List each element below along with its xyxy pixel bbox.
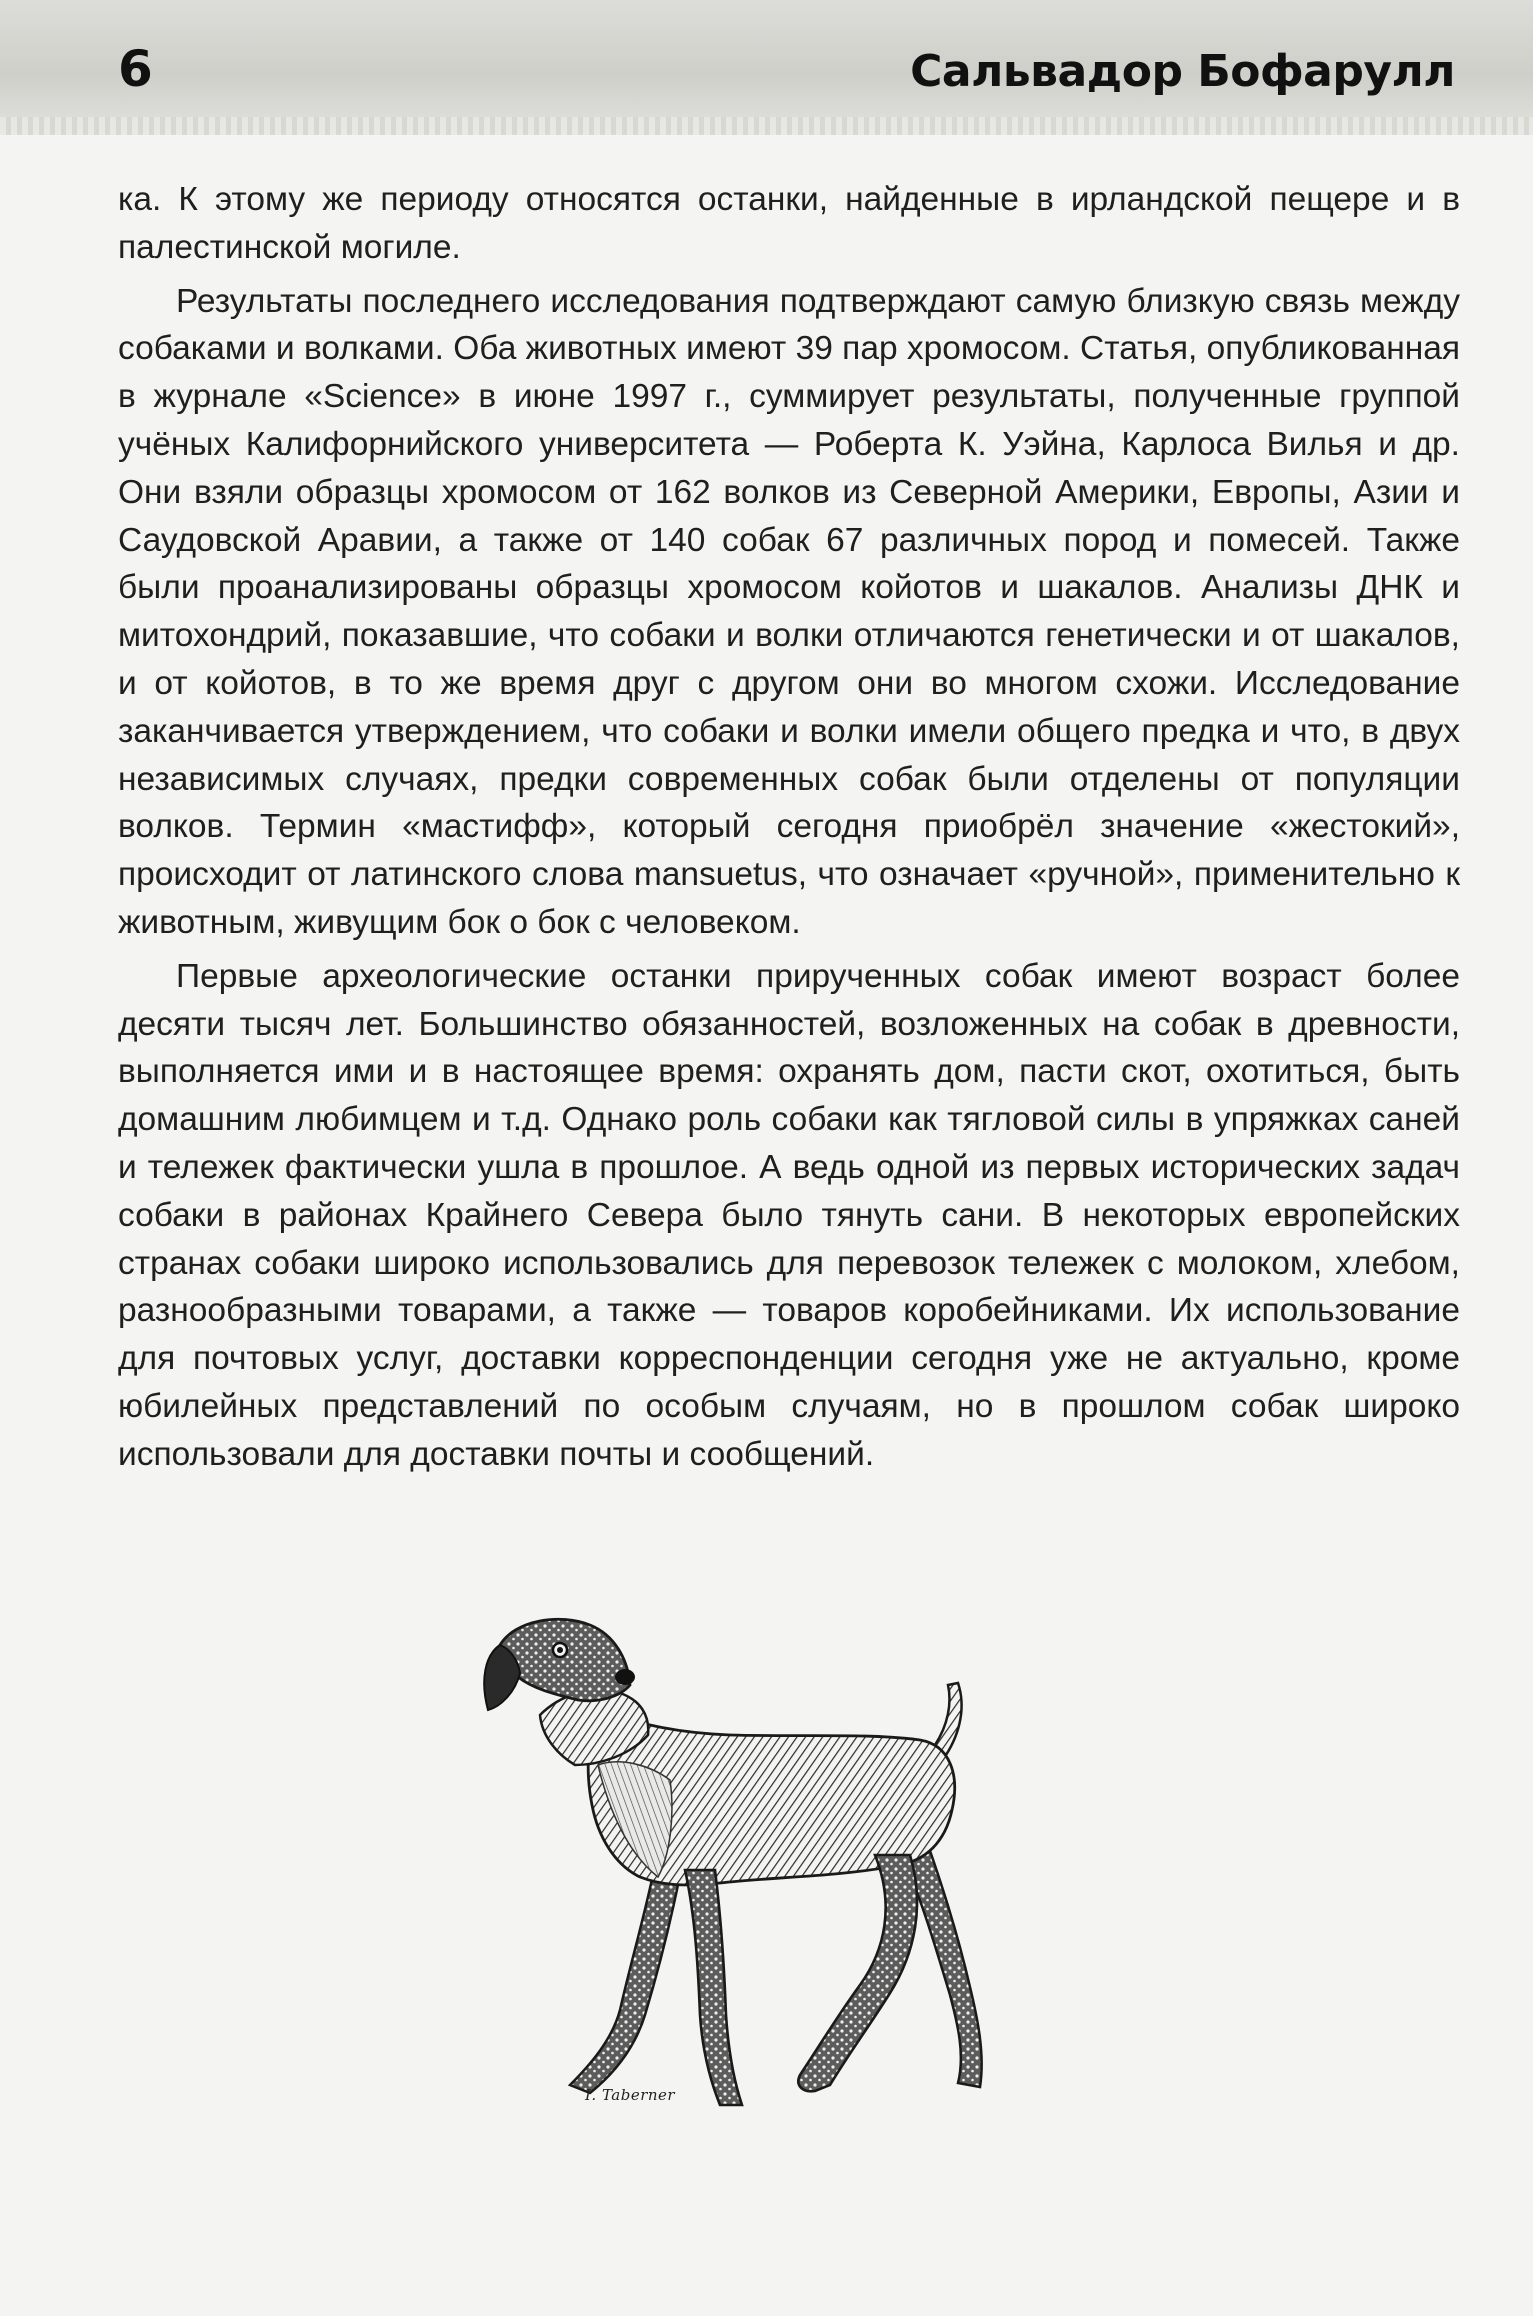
dog-head: [498, 1619, 630, 1700]
running-head-author: Сальвадор Бофарулл: [910, 46, 1455, 97]
dog-tail: [935, 1683, 962, 1755]
paragraph-continued: ка. К этому же периоду относятся останки, найденные в ирландской пещере и в палестинской могиле.: [118, 181, 1460, 266]
dog-illustration-icon: [480, 1615, 1080, 2135]
dog-hind-leg-near: [798, 1855, 917, 2091]
dog-front-leg-near: [685, 1870, 742, 2105]
paragraph-domestication: Первые археологические останки прирученных собак имеют возраст более десяти тысяч лет. Большинство обязанностей, возложенных на собак в древности, выполняется ими и в настоящее время: охранять дом, пасти скот, охотиться, быть домашним любимцем и т.д. Однако роль собаки как тягловой силы в упряжках саней и тележек фактически ушла в прошлое. А ведь одной из первых исторических задач собаки в районах Крайнего Севера было тянуть сани. В некоторых европейских странах собаки широко использовались для перевозок тележек с молоком, хлебом, разнообразными товарами, а также — товаров коробейниками. Их использование для почтовых услуг, доставки корреспонденции сегодня уже не актуально, кроме юбилейных представлений по особым случаям, но в прошлом собак широко использовали для доставки почты и сообщений.: [118, 957, 1460, 1473]
dog-front-leg-far: [570, 1865, 680, 2093]
dog-nose: [615, 1669, 635, 1685]
artist-signature: I. Taberner: [585, 2086, 676, 2104]
body-text: [118, 176, 1460, 1485]
page-number: 6: [118, 40, 154, 98]
paragraph-genetics: Результаты последнего исследования подтверждают самую близкую связь между собаками и волками. Оба животных имеют 39 пар хромосом. Статья, опубликованная в журнале «Science» в июне 1997 г., суммирует результаты, полученные группой учёных Калифорнийского университета — Роберта К. Уэйна, Карлоса Вилья и др. Они взяли образцы хромосом от 162 волков из Северной Америки, Европы, Азии и Саудовской Аравии, а также от 140 собак 67 различных пород и помесей. Также были проанализированы образцы хромосом койотов и шакалов. Анализы ДНК и митохондрий, показавшие, что собаки и волки отличаются генетически и от шакалов, и от койотов, в то же время друг с другом они во многом схожи. Исследование заканчивается утверждением, что собаки и волки имели общего предка и что, в двух независимых случаях, предки современных собак были отделены от популяции волков. Термин «мастифф», который сегодня приобрёл значение «жестокий», происходит от латинского слова mansuetus, что означает «ручной», применительно к животным, живущим бок о бок с человеком.: [118, 282, 1460, 941]
